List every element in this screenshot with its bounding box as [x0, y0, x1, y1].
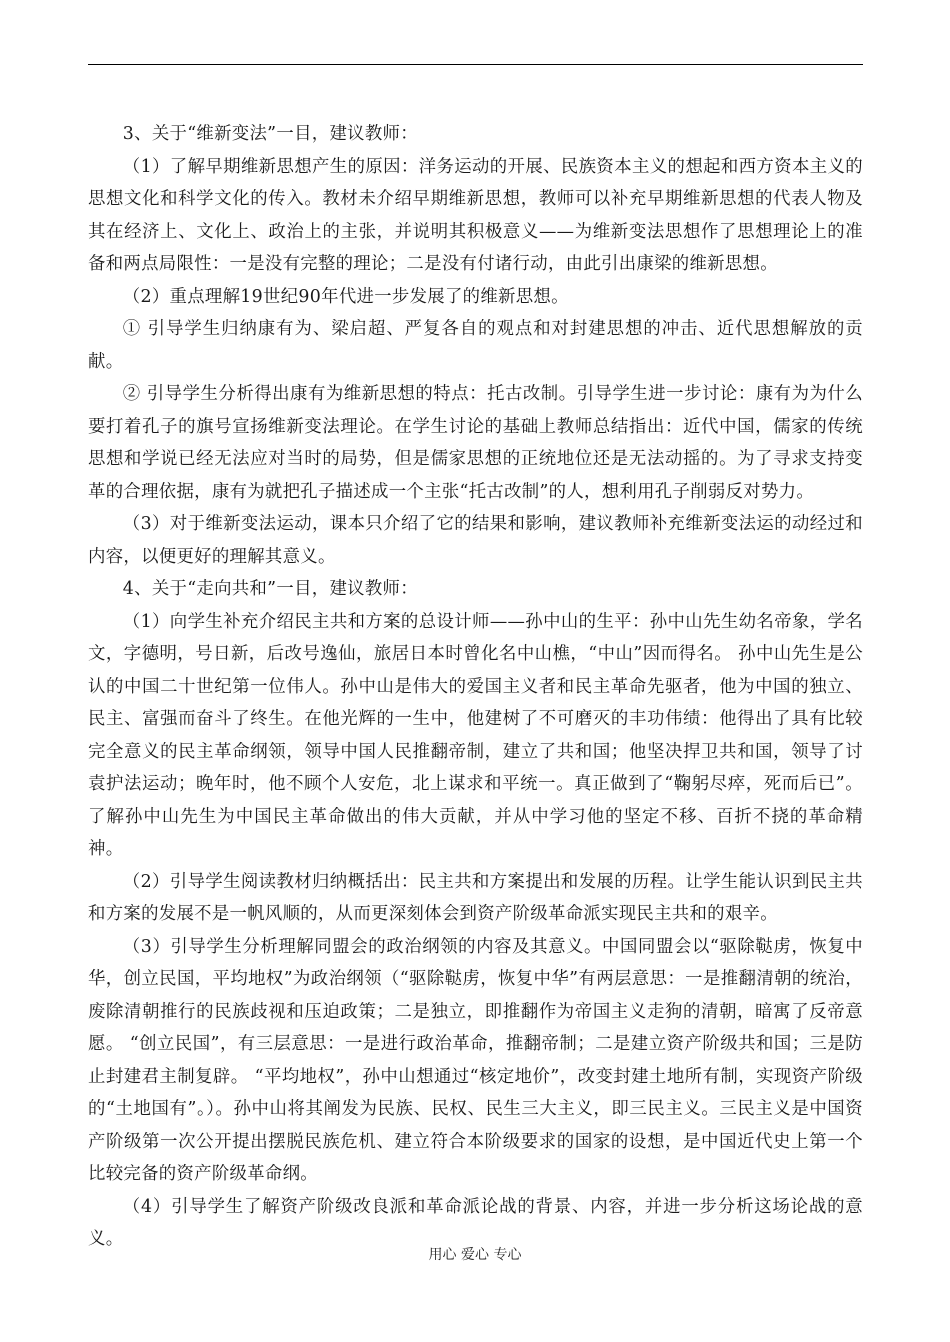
page-footer: 用心 爱心 专心 [428, 1247, 522, 1263]
paragraph: （3）对于维新变法运动，课本只介绍了它的结果和影响，建议教师补充维新变法运的动经过和内容，以便更好的理解其意义。 [88, 514, 863, 567]
paragraph: 4、关于“走向共和”一目，建议教师： [122, 579, 418, 599]
header-rule [88, 64, 863, 65]
paragraph: （1）了解早期维新思想产生的原因：洋务运动的开展、民族资本主义的想起和西方资本主义的思想文化和科学文化的传入。教材未介绍早期维新思想，教师可以补充早期维新思想的代表人物及其在经济上、文化上、政治上的主张，并说明其积极意义——为维新变法思想作了思想理论上的准备和两点局限性：一是没有完整的理论；二是没有付诸行动，由此引出康梁的维新思想。 [88, 156, 863, 274]
paragraph: （1）向学生补充介绍民主共和方案的总设计师——孙中山的生平：孙中山先生幼名帝象，学名文，字德明，号日新，后改号逸仙，旅居日本时曾化名中山樵，“中山”因而得名。 孙中山先生是公认的中国二十世纪第一位伟人。孙中山是伟大的爱国主义者和民主革命先驱者，他为中国的独立、民主、富强而奋斗了终生。在他光辉的一生中，他建树了不可磨灭的丰功伟绩：他得出了具有比较完全意义的民主革命纲领，领导中国人民推翻帝制，建立了共和国；他坚决捍卫共和国，领导了讨袁护法运动；晚年时，他不顾个人安危，北上谋求和平统一。真正做到了“鞠躬尽瘁，死而后已”。了解孙中山先生为中国民主革命做出的伟大贡献，并从中学习他的坚定不移、百折不挠的革命精神。 [88, 611, 863, 859]
paragraph: （3）引导学生分析理解同盟会的政治纲领的内容及其意义。中国同盟会以“驱除鞑虏，恢复中华，创立民国，平均地权”为政治纲领（“驱除鞑虏，恢复中华”有两层意思：一是推翻清朝的统治，废除清朝推行的民族歧视和压迫政策；二是独立，即推翻作为帝国主义走狗的清朝，暗寓了反帝意愿。 “创立民国”，有三层意思：一是进行政治革命，推翻帝制；二是建立资产阶级共和国；三是防止封建君主制复辟。 “平均地权”，孙中山想通过“核定地价”，改变封建土地所有制，实现资产阶级的“土地国有”。）。孙中山将其阐发为民族、民权、民生三大主义，即三民主义。三民主义是中国资产阶级第一次公开提出摆脱民族危机、建立符合本阶级要求的国家的设想，是中国近代史上第一个比较完备的资产阶级革命纲。 [88, 936, 863, 1184]
paragraph: 3、关于“维新变法”一目，建议教师： [122, 124, 418, 144]
paragraph: （2）重点理解19世纪90年代进一步发展了的维新思想。 [122, 286, 569, 307]
paragraph: ② 引导学生分析得出康有为维新思想的特点：托古改制。引导学生进一步讨论：康有为为什么要打着孔子的旗号宣扬维新变法理论。在学生讨论的基础上教师总结指出：近代中国，儒家的传统思想和学说已经无法应对当时的局势，但是儒家思想的正统地位还是无法动摇的。为了寻求支持变革的合理依据，康有为就把孔子描述成一个主张“托古改制”的人，想利用孔子削弱反对势力。 [88, 384, 863, 502]
paragraph: ① 引导学生归纳康有为、梁启超、严复各自的观点和对封建思想的冲击、近代思想解放的贡献。 [88, 319, 863, 372]
paragraph: （4）引导学生了解资产阶级改良派和革命派论战的背景、内容，并进一步分析这场论战的意义。 [88, 1196, 863, 1249]
paragraph: （2）引导学生阅读教材归纳概括出：民主共和方案提出和发展的历程。让学生能认识到民主共和方案的发展不是一帆风顺的，从而更深刻体会到资产阶级革命派实现民主共和的艰辛。 [88, 871, 863, 924]
document-body [88, 118, 863, 1256]
